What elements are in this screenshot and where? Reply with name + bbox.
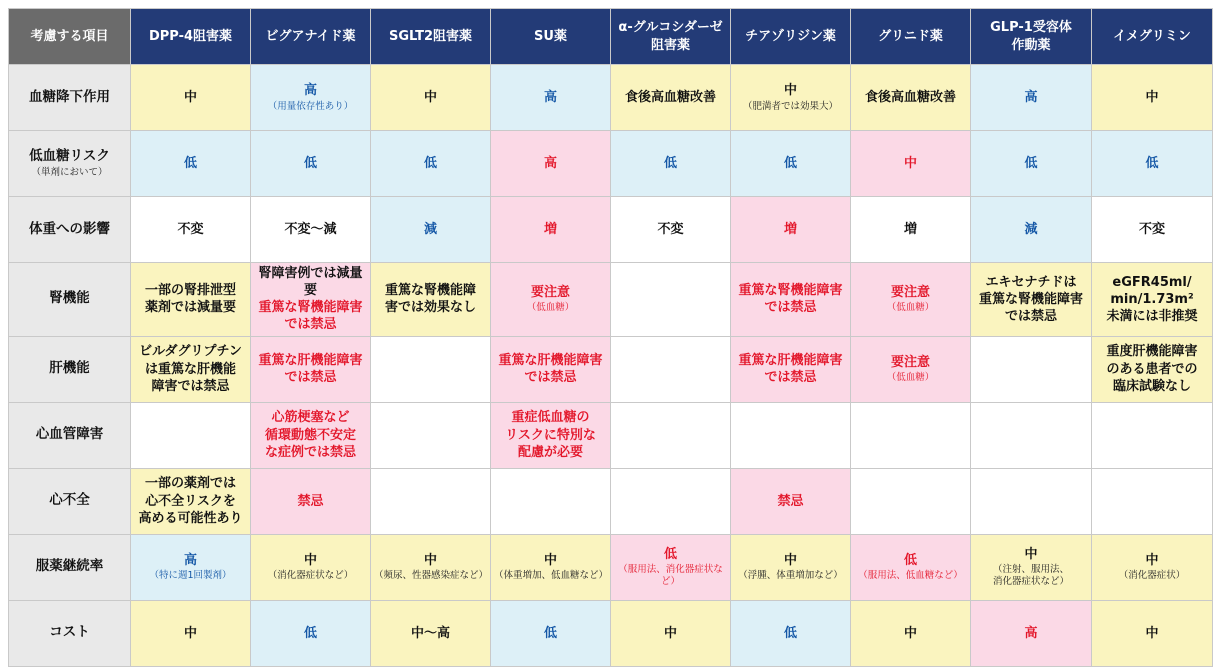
column-header xyxy=(491,9,611,65)
table-cell xyxy=(491,468,611,534)
cell-value: 禁忌 xyxy=(297,493,324,509)
table-cell xyxy=(851,600,971,666)
header-corner-label: 考慮する項目 xyxy=(30,28,109,44)
cell-value: 低 xyxy=(423,155,437,171)
table-cell xyxy=(371,534,491,600)
table-row xyxy=(9,402,1213,468)
cell-value: 不変 xyxy=(177,221,204,237)
table-row xyxy=(9,468,1213,534)
column-header-label: イメグリミン xyxy=(1113,28,1191,44)
cell-value: 不変 xyxy=(657,221,684,237)
cell-note: （特に週1回製剤） xyxy=(149,570,232,582)
table-cell xyxy=(971,263,1092,337)
cell-value: 中 xyxy=(1145,553,1159,569)
column-header xyxy=(611,9,731,65)
cell-value: 低 xyxy=(183,155,197,171)
table-cell xyxy=(611,65,731,131)
cell-value: 要注意 xyxy=(530,285,570,301)
table-cell xyxy=(971,468,1092,534)
cell-value: 要注意 xyxy=(890,285,930,301)
table-cell xyxy=(251,534,371,600)
table-cell xyxy=(251,263,371,337)
cell-value: 重篤な肝機能障害 では禁忌 xyxy=(258,352,363,386)
table-cell xyxy=(851,197,971,263)
header-corner xyxy=(9,9,131,65)
cell-value: 一部の薬剤では 心不全リスクを 高める可能性あり xyxy=(138,476,243,526)
table-cell xyxy=(491,336,611,402)
cell-value: 不変～減 xyxy=(284,221,337,237)
cell-value: 中 xyxy=(183,625,197,641)
table-row xyxy=(9,65,1213,131)
column-header-label: チアゾリジン薬 xyxy=(745,28,836,44)
table-body xyxy=(9,65,1213,667)
table-cell xyxy=(1092,600,1213,666)
table-cell xyxy=(371,402,491,468)
row-header-label: コスト xyxy=(49,624,90,641)
row-header-label: 体重への影響 xyxy=(29,220,110,237)
table-cell xyxy=(851,336,971,402)
header-row xyxy=(9,9,1213,65)
cell-value: 低 xyxy=(783,625,797,641)
table-cell xyxy=(851,468,971,534)
table-cell xyxy=(491,131,611,197)
table-cell xyxy=(131,131,251,197)
table-cell xyxy=(971,402,1092,468)
table-cell xyxy=(971,197,1092,263)
table-cell xyxy=(251,336,371,402)
column-header xyxy=(731,9,851,65)
table-cell xyxy=(251,131,371,197)
column-header xyxy=(851,9,971,65)
table-cell xyxy=(971,65,1092,131)
table-cell xyxy=(491,534,611,600)
column-header-label: α-グルコシダーゼ 阻害薬 xyxy=(618,20,723,53)
cell-value: エキセナチドは 重篤な腎機能障害 では禁忌 xyxy=(978,274,1083,324)
table-cell xyxy=(611,534,731,600)
table-cell xyxy=(611,131,731,197)
table-cell xyxy=(851,402,971,468)
table-cell xyxy=(131,197,251,263)
table-cell xyxy=(611,402,731,468)
cell-value: 減 xyxy=(423,221,437,237)
row-header xyxy=(9,402,131,468)
cell-note: （低血糖） xyxy=(886,372,935,384)
cell-value: 高 xyxy=(1024,89,1038,105)
cell-value: 増 xyxy=(903,221,917,237)
table-row xyxy=(9,197,1213,263)
table-cell xyxy=(971,336,1092,402)
cell-value: 中 xyxy=(1145,89,1159,105)
cell-value: 低 xyxy=(1145,155,1159,171)
row-header-label: 肝機能 xyxy=(49,360,90,377)
cell-value: 重篤な腎機能障 害では効果なし xyxy=(384,283,476,316)
table-cell xyxy=(611,468,731,534)
table-cell xyxy=(731,131,851,197)
cell-note: （服用法、低血糖など） xyxy=(858,570,963,582)
row-header-note: （単剤において） xyxy=(31,166,108,178)
cell-value: 高 xyxy=(1024,625,1038,641)
table-cell xyxy=(731,468,851,534)
table-cell xyxy=(491,65,611,131)
table-cell xyxy=(131,336,251,402)
cell-value: 食後高血糖改善 xyxy=(624,89,716,105)
row-header-label: 血糖降下作用 xyxy=(29,88,110,105)
table-cell xyxy=(251,600,371,666)
cell-value: 低 xyxy=(1024,155,1038,171)
row-header-label: 心不全 xyxy=(49,492,90,509)
cell-value: eGFR45ml/ min/1.73m² 未満には非推奨 xyxy=(1106,274,1198,324)
column-header-label: GLP-1受容体 作動薬 xyxy=(990,20,1072,53)
cell-value: 中 xyxy=(903,625,917,641)
cell-value: 中 xyxy=(543,553,557,569)
cell-value: 中 xyxy=(903,155,917,171)
cell-value: 食後高血糖改善 xyxy=(864,89,956,105)
cell-value: 重篤な肝機能障害 では禁忌 xyxy=(738,352,843,386)
table-cell xyxy=(251,197,371,263)
row-header xyxy=(9,600,131,666)
table-cell xyxy=(371,336,491,402)
table-cell xyxy=(131,402,251,468)
table-cell xyxy=(491,402,611,468)
cell-note: （肥満者では効果大） xyxy=(742,100,838,112)
table-cell xyxy=(131,534,251,600)
row-header xyxy=(9,263,131,337)
cell-note: （体重増加、低血糖など） xyxy=(494,570,609,582)
row-header xyxy=(9,197,131,263)
table-cell xyxy=(371,468,491,534)
table-cell xyxy=(371,263,491,337)
table-cell xyxy=(1092,65,1213,131)
column-header-label: SGLT2阻害薬 xyxy=(388,28,473,44)
table-cell xyxy=(731,263,851,337)
column-header-label: グリニド薬 xyxy=(878,28,943,44)
table-cell xyxy=(1092,131,1213,197)
table-row xyxy=(9,131,1213,197)
column-header xyxy=(1092,9,1213,65)
table-row xyxy=(9,600,1213,666)
table-cell xyxy=(731,534,851,600)
cell-value: 中 xyxy=(663,625,677,641)
row-header xyxy=(9,468,131,534)
table-cell xyxy=(971,534,1092,600)
cell-note: （頻尿、性器感染症など） xyxy=(374,570,489,582)
column-header xyxy=(131,9,251,65)
table-row xyxy=(9,534,1213,600)
cell-value: 高 xyxy=(303,83,317,99)
column-header xyxy=(971,9,1092,65)
cell-note: （服用法、消化器症状など） xyxy=(618,564,723,588)
cell-value: 中 xyxy=(1145,625,1159,641)
cell-value: 一部の腎排泄型 薬剤では減量要 xyxy=(144,283,236,316)
cell-value-secondary: 重篤な腎機能障害 では禁忌 xyxy=(258,300,363,333)
cell-value: 不変 xyxy=(1138,221,1165,237)
table-cell xyxy=(251,402,371,468)
cell-value: 低 xyxy=(783,155,797,171)
column-header-label: DPP-4阻害薬 xyxy=(148,28,233,44)
cell-value: 禁忌 xyxy=(777,493,804,509)
table-cell xyxy=(611,600,731,666)
table-cell xyxy=(971,131,1092,197)
table-cell xyxy=(371,65,491,131)
row-header-label: 低血糖リスク xyxy=(29,148,110,165)
cell-value: 低 xyxy=(303,625,317,641)
cell-value: 減 xyxy=(1024,221,1038,237)
table-cell xyxy=(1092,197,1213,263)
table-cell xyxy=(731,65,851,131)
table-row xyxy=(9,336,1213,402)
table-cell xyxy=(131,600,251,666)
drug-comparison-table xyxy=(8,8,1213,667)
cell-value: 中 xyxy=(183,89,197,105)
cell-note: （用量依存性あり） xyxy=(267,100,354,112)
cell-value: 高 xyxy=(543,89,557,105)
cell-value: 重篤な腎機能障害 では禁忌 xyxy=(738,283,843,316)
table-cell xyxy=(1092,534,1213,600)
table-cell xyxy=(851,263,971,337)
cell-value: 腎障害例では減量要 xyxy=(258,266,363,299)
table-cell xyxy=(371,197,491,263)
cell-value: 低 xyxy=(903,553,917,569)
row-header xyxy=(9,65,131,131)
cell-value: 低 xyxy=(303,155,317,171)
cell-value: 低 xyxy=(663,155,677,171)
table-cell xyxy=(851,534,971,600)
table-cell xyxy=(731,336,851,402)
row-header-label: 心血管障害 xyxy=(35,426,104,443)
table-cell xyxy=(1092,336,1213,402)
cell-note: （注射、服用法、 消化器症状など） xyxy=(992,564,1069,588)
table-cell xyxy=(1092,468,1213,534)
cell-value: 低 xyxy=(663,547,677,563)
cell-value: 重度肝機能障害 のある患者での 臨床試験なし xyxy=(1106,344,1198,394)
table-row xyxy=(9,263,1213,337)
cell-note: （浮腫、体重増加など） xyxy=(738,570,843,582)
row-header xyxy=(9,534,131,600)
cell-value: 中 xyxy=(1024,547,1038,563)
row-header-label: 腎機能 xyxy=(49,290,90,307)
cell-note: （消化器症状など） xyxy=(267,570,354,582)
table-cell xyxy=(851,131,971,197)
table-cell xyxy=(491,263,611,337)
table-cell xyxy=(851,65,971,131)
cell-note: （低血糖） xyxy=(886,302,935,314)
table-cell xyxy=(251,65,371,131)
table-cell xyxy=(611,336,731,402)
cell-value: 高 xyxy=(183,553,197,569)
cell-value: 要注意 xyxy=(890,355,930,371)
table-cell xyxy=(971,600,1092,666)
cell-value: 重篤な肝機能障害 では禁忌 xyxy=(498,352,603,386)
table-cell xyxy=(371,131,491,197)
cell-value: 中～高 xyxy=(410,625,450,641)
cell-value: 中 xyxy=(303,553,317,569)
cell-value: 増 xyxy=(783,221,797,237)
table-cell xyxy=(611,197,731,263)
cell-value: 重症低血糖の リスクに特別な 配慮が必要 xyxy=(505,410,596,460)
table-cell xyxy=(491,600,611,666)
column-header-label: SU薬 xyxy=(534,28,567,44)
cell-value: 中 xyxy=(783,83,797,99)
column-header-label: ビグアナイド薬 xyxy=(265,28,356,44)
cell-value: ビルダグリプチン は重篤な肝機能 障害では禁忌 xyxy=(139,344,242,394)
cell-value: 低 xyxy=(543,625,557,641)
table-cell xyxy=(1092,263,1213,337)
cell-value: 中 xyxy=(423,89,437,105)
table-cell xyxy=(611,263,731,337)
table-cell xyxy=(731,402,851,468)
cell-note: （低血糖） xyxy=(526,302,575,314)
cell-value: 中 xyxy=(783,553,797,569)
row-header-label: 服薬継続率 xyxy=(35,558,104,575)
table-cell xyxy=(1092,402,1213,468)
row-header xyxy=(9,336,131,402)
column-header xyxy=(251,9,371,65)
table-cell xyxy=(251,468,371,534)
table-cell xyxy=(731,600,851,666)
cell-value: 心筋梗塞など 循環動態不安定 な症例では禁忌 xyxy=(264,410,356,460)
table-cell xyxy=(131,65,251,131)
cell-value: 中 xyxy=(423,553,437,569)
table-cell xyxy=(131,468,251,534)
table-cell xyxy=(131,263,251,337)
cell-note: （消化器症状） xyxy=(1118,570,1186,582)
cell-value: 増 xyxy=(543,221,557,237)
table-cell xyxy=(731,197,851,263)
table-cell xyxy=(491,197,611,263)
table-cell xyxy=(371,600,491,666)
row-header xyxy=(9,131,131,197)
column-header xyxy=(371,9,491,65)
cell-value: 高 xyxy=(543,155,557,171)
